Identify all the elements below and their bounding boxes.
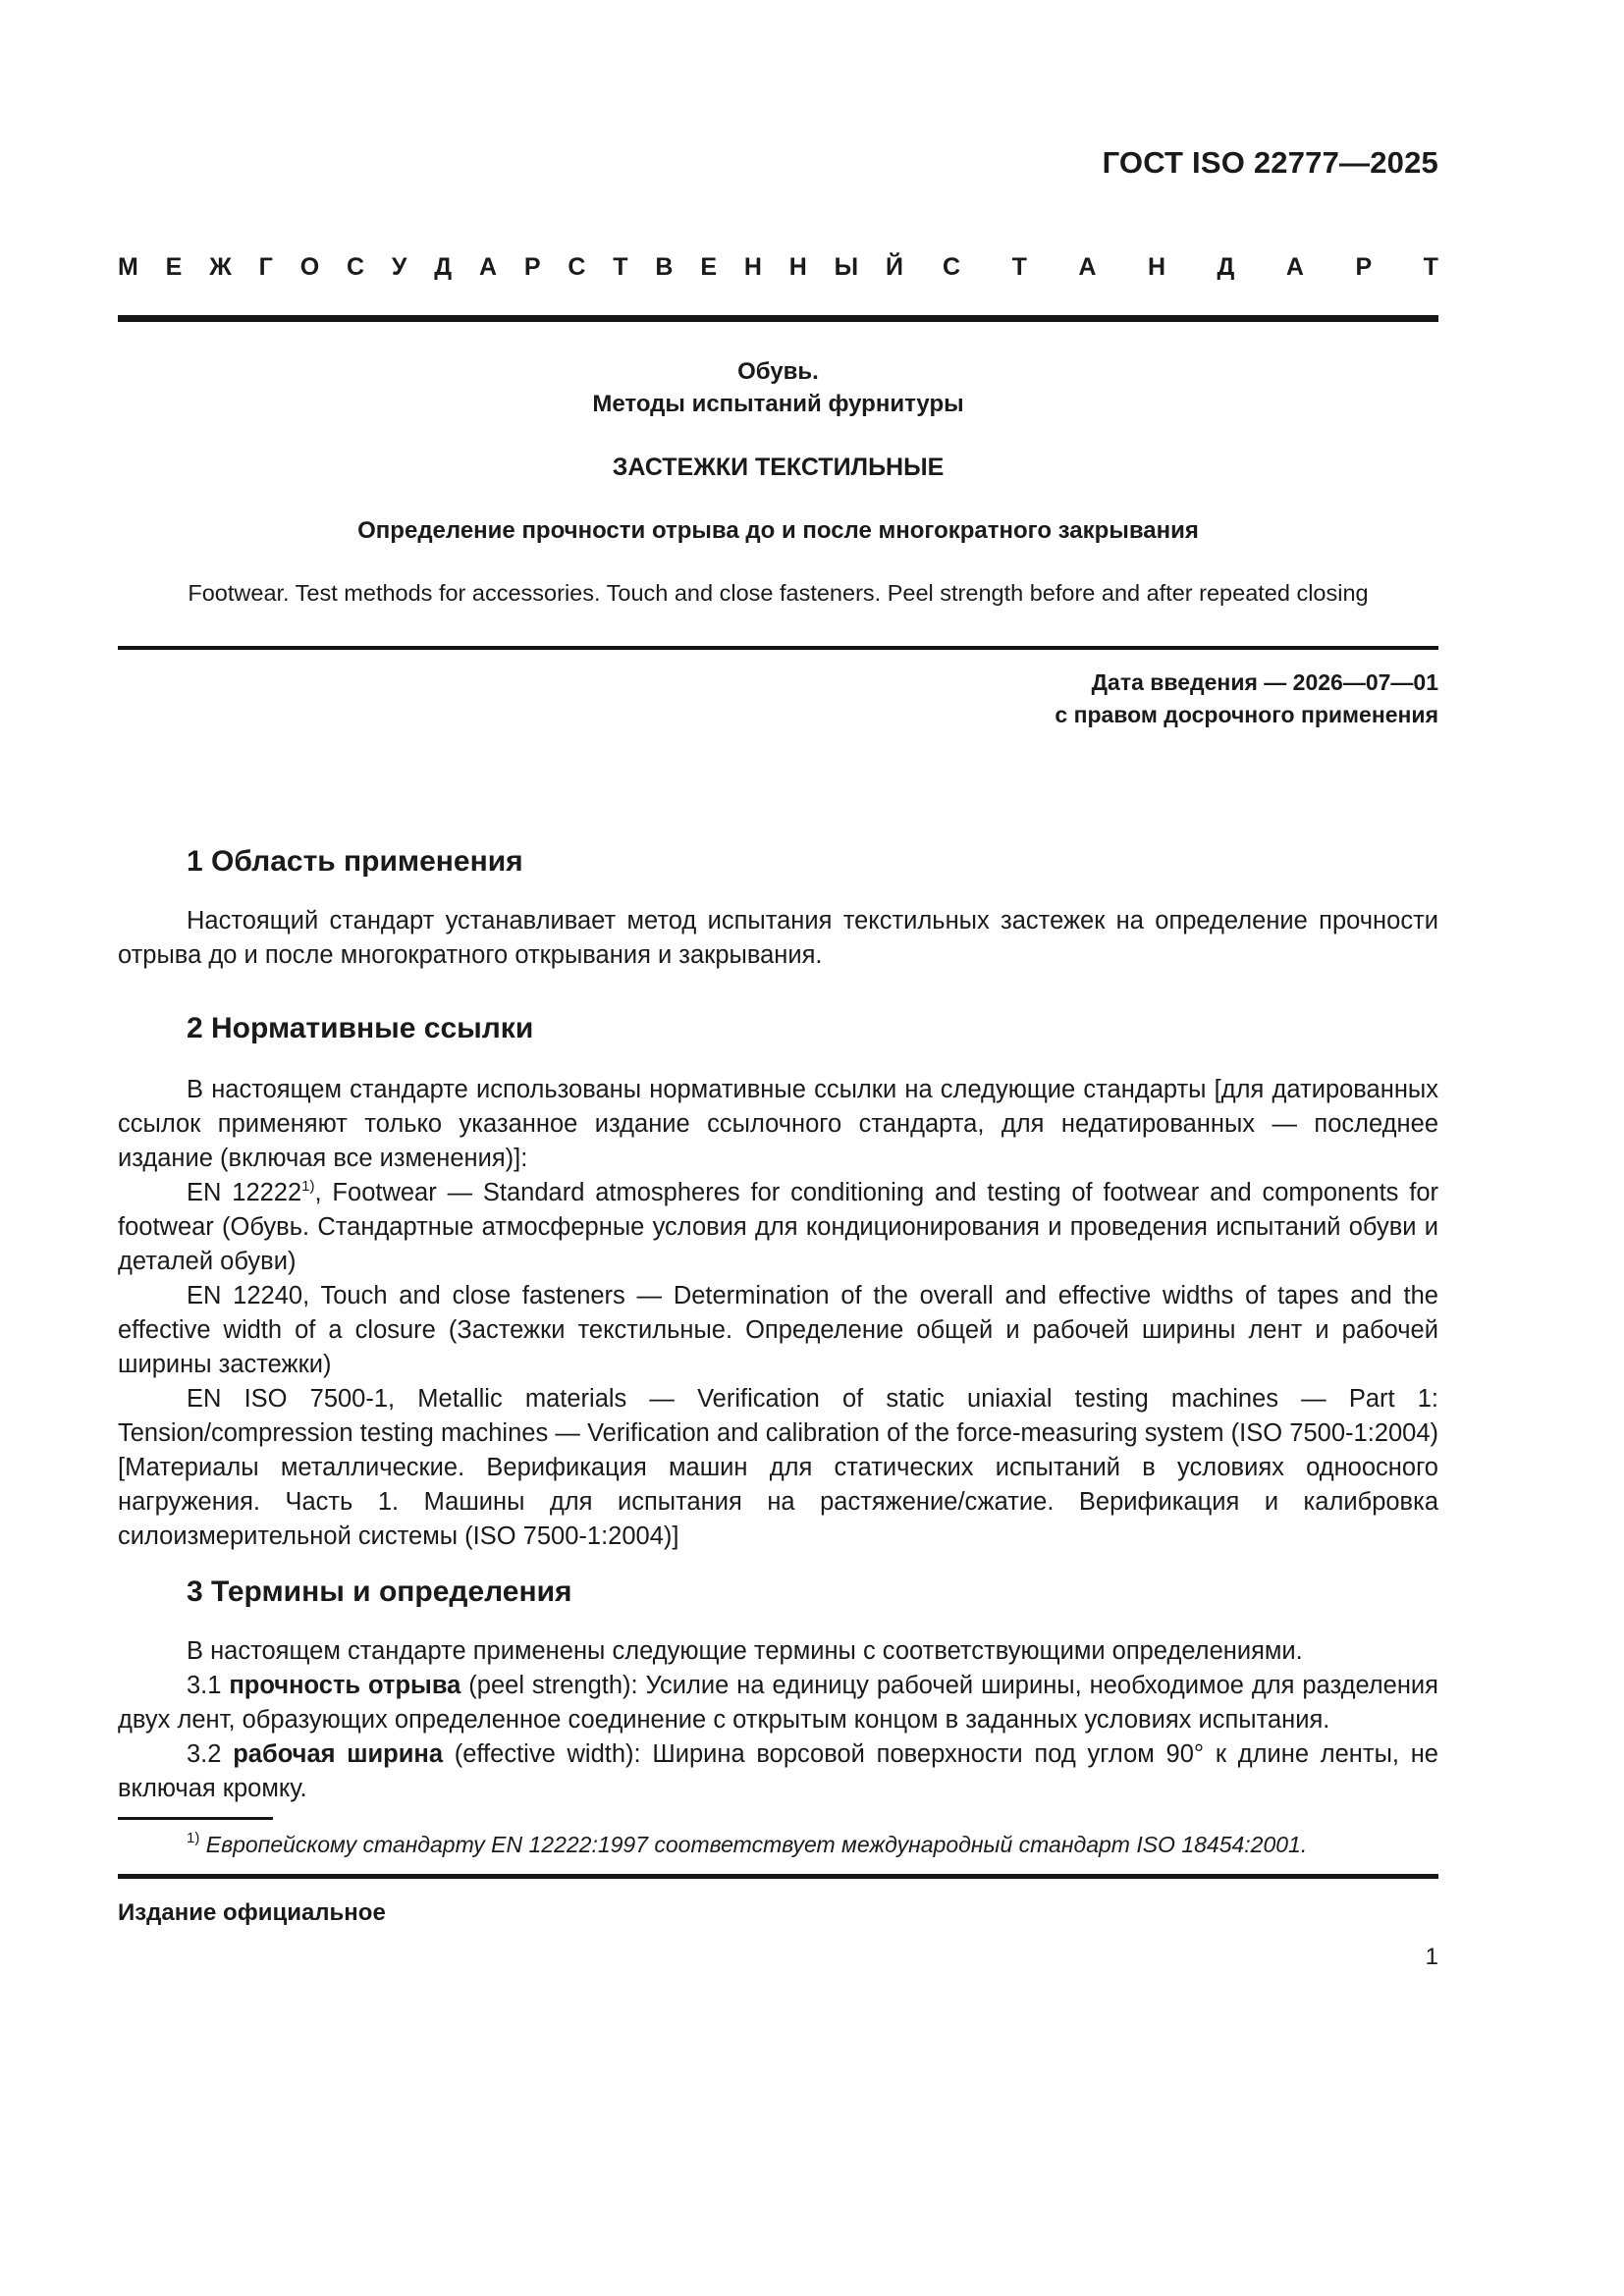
term-number: 3.1 xyxy=(187,1672,230,1699)
reference-text: , Metallic materials — Verification of static uniaxial testing machines — Part 1: Tension/compression testing machines — Verification and calibration of the force-measuring system (ISO 7500-1:2004) [Материалы металлические. Верификация машин для статических испытаний в условиях одноосного нагружения. Часть 1. Машины для испытания на растяжение/сжатие. Верификация и калибровка силоизмерительной системы (ISO 7500-1:2004)] xyxy=(118,1385,1439,1550)
banner-letter: О xyxy=(299,253,320,281)
standard-type-right xyxy=(943,253,1438,282)
standard-type-banner xyxy=(118,253,1438,282)
section-2-body xyxy=(118,1073,1438,1554)
section-2-heading: 2 Нормативные ссылки xyxy=(187,1012,534,1044)
english-title: Footwear. Test methods for accessories. Touch and close fasteners. Peel strength before and after repeated closing xyxy=(188,580,1369,606)
banner-letter: В xyxy=(655,253,674,281)
banner-letter: Д xyxy=(434,253,453,281)
banner-letter: Д xyxy=(1217,253,1235,281)
term-definition xyxy=(118,1669,1438,1737)
footnote-mark[interactable]: 1) xyxy=(301,1178,315,1195)
term-text: (effective width): Ширина ворсовой поверхности под углом 90° к длине ленты, не включая кромку. xyxy=(118,1740,1438,1802)
introduction-date xyxy=(1055,667,1438,731)
reference-text: , Touch and close fasteners — Determination of the overall and effective widths of tapes and the effective width of a closure (Застежки текстильные. Определение общей и рабочей ширины лент и рабочей ширины застежки) xyxy=(118,1282,1438,1378)
title-line-2: Методы испытаний фурнитуры xyxy=(592,391,964,417)
title-line-1: Обувь. xyxy=(737,358,819,385)
term-name: рабочая ширина xyxy=(233,1740,444,1768)
section-1-heading: 1 Область применения xyxy=(187,845,523,878)
section-3-intro: В настоящем стандарте применены следующие термины с соответствующими определениями. xyxy=(187,1637,1303,1665)
banner-letter: Н xyxy=(1147,253,1166,281)
footnote xyxy=(187,1832,1307,1858)
banner-letter: Н xyxy=(743,253,762,281)
banner-letter: Р xyxy=(523,253,541,281)
banner-letter: У xyxy=(391,253,407,281)
reference-item xyxy=(118,1382,1438,1554)
introduction-date-line: Дата введения — 2026—07—01 xyxy=(1091,669,1438,695)
section-3-heading: 3 Термины и определения xyxy=(187,1575,572,1608)
reference-text: , Footwear — Standard atmospheres for conditioning and testing of footwear and components for footwear (Обувь. Стандартные атмосферные условия для кондиционирования и проведения испытаний обуви и деталей обуви) xyxy=(118,1179,1438,1275)
subtitle: Определение прочности отрыва до и после многократного закрывания xyxy=(357,517,1199,544)
term-definition xyxy=(118,1737,1438,1806)
banner-letter: Н xyxy=(788,253,807,281)
section-2-intro: В настоящем стандарте использованы нормативные ссылки на следующие стандарты [для датированных ссылок применяют только указанное издание ссылочного стандарта, для недатированных — последнее издание (включая все изменения)]: xyxy=(118,1076,1438,1172)
reference-item xyxy=(118,1176,1438,1279)
reference-code: EN 12222 xyxy=(187,1179,302,1206)
banner-letter: С xyxy=(346,253,365,281)
page-number: 1 xyxy=(1425,1944,1438,1970)
section-3-body xyxy=(118,1634,1438,1806)
term-number: 3.2 xyxy=(187,1740,234,1768)
banner-letter: А xyxy=(1078,253,1097,281)
banner-letter: С xyxy=(568,253,586,281)
banner-letter: А xyxy=(478,253,498,281)
banner-letter: Т xyxy=(613,253,628,281)
banner-letter: Ы xyxy=(834,253,859,281)
footnote-mark: 1) xyxy=(187,1830,200,1846)
early-application-line: с правом досрочного применения xyxy=(1055,702,1438,727)
banner-letter: Е xyxy=(165,253,183,281)
banner-letter: Т xyxy=(1011,253,1027,281)
header-rule xyxy=(118,315,1438,322)
reference-code: EN ISO 7500-1 xyxy=(187,1385,389,1413)
footnote-text: Европейскому стандарту EN 12222:1997 соответствует международный стандарт ISO 18454:2001. xyxy=(199,1832,1308,1857)
banner-letter: А xyxy=(1285,253,1304,281)
document-code: ГОСТ ISO 22777—2025 xyxy=(1102,145,1438,180)
banner-letter: Ж xyxy=(209,253,232,281)
banner-letter: М xyxy=(118,253,138,281)
banner-letter: Т xyxy=(1423,253,1438,281)
reference-code: EN 12240 xyxy=(187,1282,303,1309)
banner-letter: Й xyxy=(886,253,903,281)
banner-letter: Е xyxy=(700,253,718,281)
banner-letter: Г xyxy=(258,253,273,281)
banner-letter: Р xyxy=(1355,253,1373,281)
footer-rule xyxy=(118,1874,1438,1879)
title-caps: ЗАСТЕЖКИ ТЕКСТИЛЬНЫЕ xyxy=(612,454,945,481)
section-1-body xyxy=(118,904,1438,973)
standard-type-left xyxy=(118,253,903,282)
banner-letter: С xyxy=(943,253,961,281)
title-block xyxy=(118,355,1438,420)
section-1-paragraph: Настоящий стандарт устанавливает метод испытания текстильных застежек на определение прочности отрыва до и после многократного открывания и закрывания. xyxy=(118,907,1438,969)
term-name: прочность отрыва xyxy=(229,1672,461,1699)
reference-item xyxy=(118,1279,1438,1382)
term-text: (peel strength): Усилие на единицу рабочей ширины, необходимое для разделения двух лент, образующих определенное соединение с открытым концом в заданных условиях испытания. xyxy=(118,1672,1438,1734)
edition-label: Издание официальное xyxy=(118,1899,386,1926)
footnote-rule xyxy=(118,1817,273,1820)
title-rule xyxy=(118,646,1438,650)
